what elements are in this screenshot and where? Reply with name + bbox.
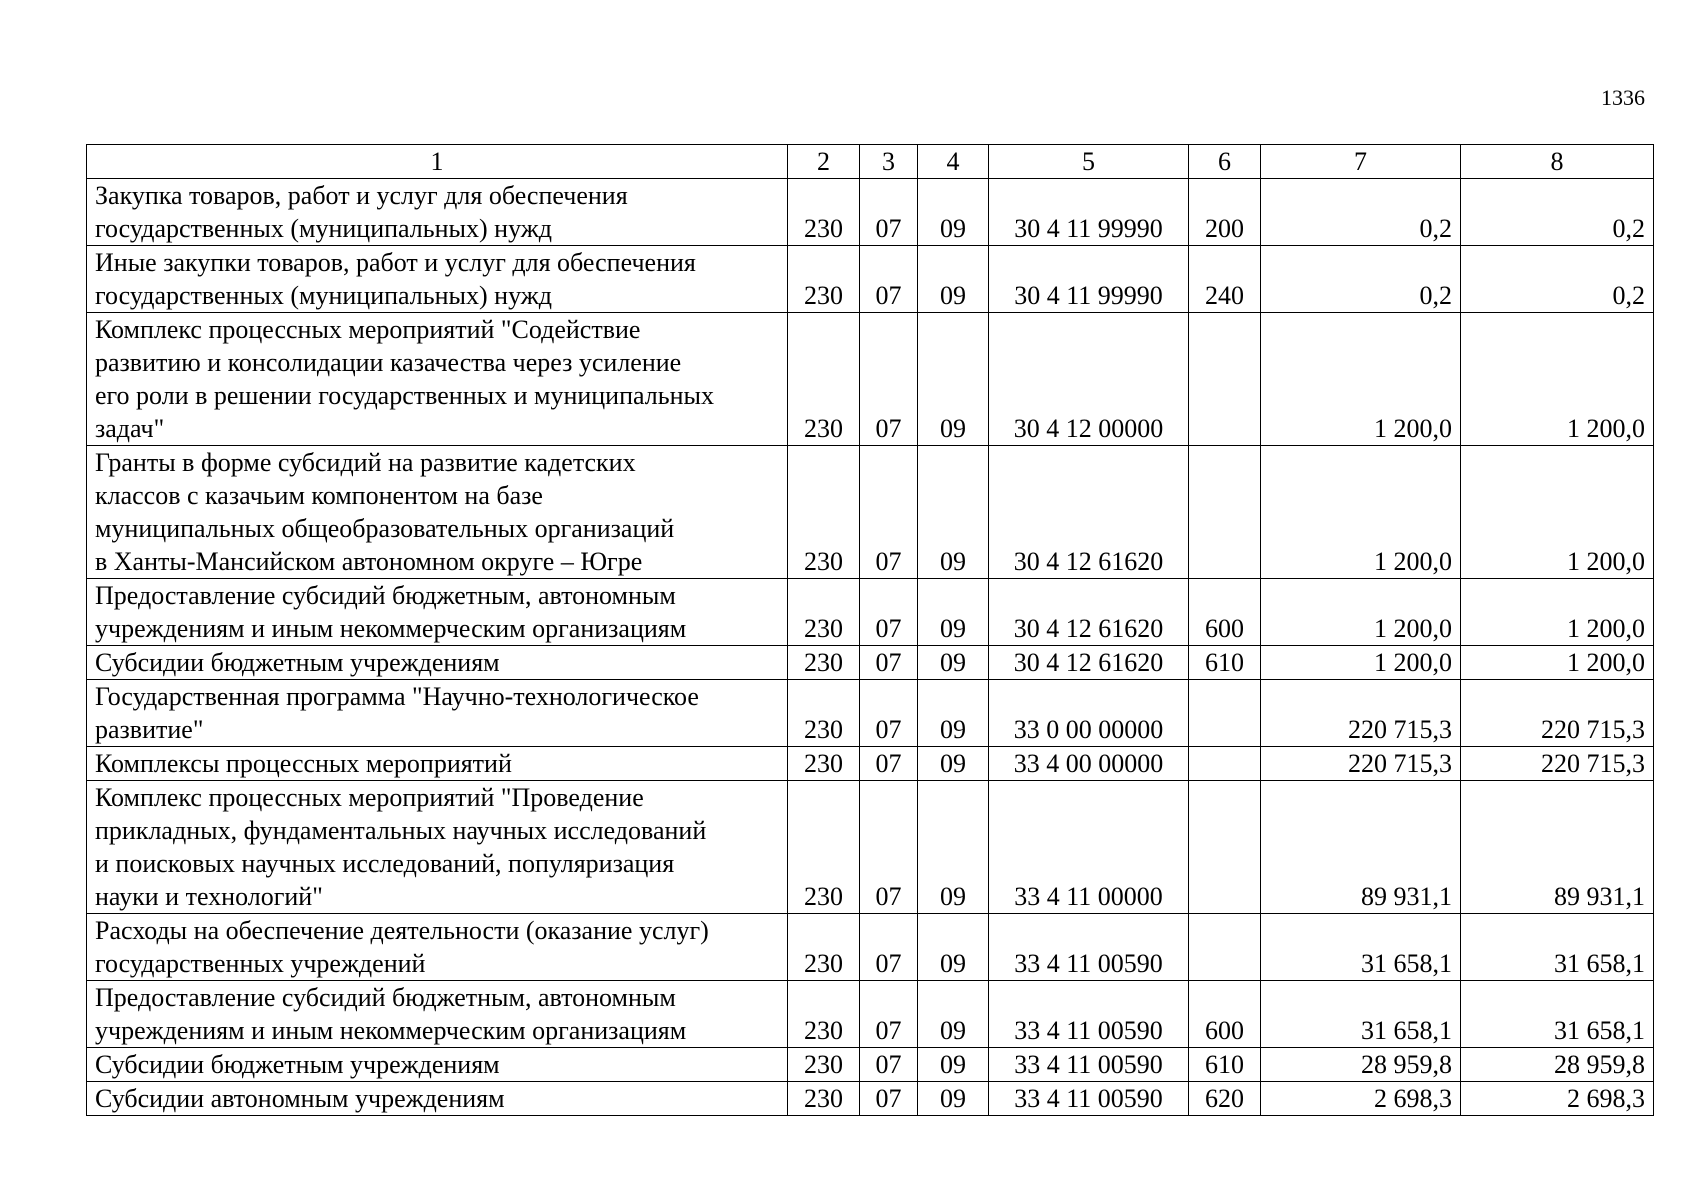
row-ministry-code: 230 [788,179,860,246]
row-name: Комплекс процессных мероприятий "Содействие развитию и консолидации казачества через усиление его роли в решении государственных и муниципальных задач" [87,313,788,446]
row-expense-type [1189,914,1261,981]
row-subsection-code: 09 [918,246,989,313]
row-section-code: 07 [860,179,918,246]
row-expense-type [1189,313,1261,446]
row-subsection-code: 09 [918,747,989,781]
row-ministry-code: 230 [788,1082,860,1116]
row-ministry-code: 230 [788,747,860,781]
row-section-code: 07 [860,646,918,680]
row-section-code: 07 [860,680,918,747]
row-target-article: 33 4 11 00000 [989,781,1189,914]
row-expense-type [1189,446,1261,579]
row-subsection-code: 09 [918,646,989,680]
row-subsection-code: 09 [918,781,989,914]
row-amount-8: 0,2 [1461,179,1654,246]
table-row [87,646,1654,680]
row-ministry-code: 230 [788,981,860,1048]
row-subsection-code: 09 [918,680,989,747]
row-amount-8: 31 658,1 [1461,981,1654,1048]
row-target-article: 30 4 12 00000 [989,313,1189,446]
row-target-article: 30 4 11 99990 [989,179,1189,246]
row-ministry-code: 230 [788,579,860,646]
row-section-code: 07 [860,747,918,781]
row-amount-7: 0,2 [1261,179,1461,246]
table-row [87,1082,1654,1116]
row-amount-7: 1 200,0 [1261,446,1461,579]
table-row [87,579,1654,646]
header-cell-6: 6 [1189,145,1261,179]
row-name: Субсидии бюджетным учреждениям [87,646,788,680]
row-name: Предоставление субсидий бюджетным, автономным учреждениям и иным некоммерческим организациям [87,981,788,1048]
row-section-code: 07 [860,313,918,446]
row-amount-8: 1 200,0 [1461,446,1654,579]
row-expense-type: 600 [1189,981,1261,1048]
table-body [87,179,1654,1116]
row-subsection-code: 09 [918,313,989,446]
row-amount-7: 220 715,3 [1261,680,1461,747]
row-target-article: 30 4 11 99990 [989,246,1189,313]
row-target-article: 30 4 12 61620 [989,579,1189,646]
header-cell-7: 7 [1261,145,1461,179]
row-amount-7: 220 715,3 [1261,747,1461,781]
row-name: Комплекс процессных мероприятий "Проведение прикладных, фундаментальных научных исследований и поисковых научных исследований, популяризация науки и технологий" [87,781,788,914]
row-target-article: 33 4 00 00000 [989,747,1189,781]
header-cell-2: 2 [788,145,860,179]
row-section-code: 07 [860,914,918,981]
row-ministry-code: 230 [788,914,860,981]
row-amount-7: 31 658,1 [1261,981,1461,1048]
row-ministry-code: 230 [788,680,860,747]
row-expense-type: 240 [1189,246,1261,313]
page-number: 1336 [1601,85,1645,110]
row-amount-8: 28 959,8 [1461,1048,1654,1082]
row-subsection-code: 09 [918,981,989,1048]
row-section-code: 07 [860,981,918,1048]
row-amount-8: 0,2 [1461,246,1654,313]
row-target-article: 33 4 11 00590 [989,914,1189,981]
row-expense-type: 610 [1189,646,1261,680]
row-subsection-code: 09 [918,1082,989,1116]
table-row [87,313,1654,446]
table-row [87,1048,1654,1082]
row-amount-8: 1 200,0 [1461,313,1654,446]
row-expense-type: 610 [1189,1048,1261,1082]
row-section-code: 07 [860,579,918,646]
row-expense-type [1189,747,1261,781]
row-target-article: 33 4 11 00590 [989,981,1189,1048]
row-amount-8: 1 200,0 [1461,646,1654,680]
row-amount-8: 31 658,1 [1461,914,1654,981]
row-target-article: 30 4 12 61620 [989,646,1189,680]
row-ministry-code: 230 [788,1048,860,1082]
row-name: Государственная программа "Научно-технологическое развитие" [87,680,788,747]
row-subsection-code: 09 [918,179,989,246]
row-amount-7: 31 658,1 [1261,914,1461,981]
row-expense-type: 200 [1189,179,1261,246]
row-name: Предоставление субсидий бюджетным, автономным учреждениям и иным некоммерческим организациям [87,579,788,646]
row-name: Субсидии автономным учреждениям [87,1082,788,1116]
row-amount-7: 1 200,0 [1261,313,1461,446]
row-amount-7: 1 200,0 [1261,579,1461,646]
row-ministry-code: 230 [788,313,860,446]
row-name: Гранты в форме субсидий на развитие кадетских классов с казачьим компонентом на базе муниципальных общеобразовательных организаций в Ханты-Мансийском автономном округе – Югре [87,446,788,579]
row-amount-8: 220 715,3 [1461,680,1654,747]
row-amount-8: 220 715,3 [1461,747,1654,781]
table-row [87,747,1654,781]
row-ministry-code: 230 [788,646,860,680]
row-target-article: 33 0 00 00000 [989,680,1189,747]
row-subsection-code: 09 [918,914,989,981]
header-cell-3: 3 [860,145,918,179]
row-expense-type [1189,680,1261,747]
table-row [87,680,1654,747]
row-name: Субсидии бюджетным учреждениям [87,1048,788,1082]
row-amount-7: 89 931,1 [1261,781,1461,914]
row-target-article: 33 4 11 00590 [989,1082,1189,1116]
row-amount-7: 1 200,0 [1261,646,1461,680]
row-subsection-code: 09 [918,446,989,579]
header-cell-1: 1 [87,145,788,179]
table-row [87,446,1654,579]
row-section-code: 07 [860,1082,918,1116]
row-ministry-code: 230 [788,781,860,914]
row-amount-7: 28 959,8 [1261,1048,1461,1082]
row-amount-7: 2 698,3 [1261,1082,1461,1116]
table-row [87,914,1654,981]
header-cell-4: 4 [918,145,989,179]
row-name: Комплексы процессных мероприятий [87,747,788,781]
row-target-article: 33 4 11 00590 [989,1048,1189,1082]
row-ministry-code: 230 [788,246,860,313]
row-expense-type: 620 [1189,1082,1261,1116]
table-row [87,781,1654,914]
row-target-article: 30 4 12 61620 [989,446,1189,579]
row-amount-8: 89 931,1 [1461,781,1654,914]
row-section-code: 07 [860,446,918,579]
row-section-code: 07 [860,781,918,914]
row-section-code: 07 [860,246,918,313]
row-expense-type [1189,781,1261,914]
row-amount-8: 1 200,0 [1461,579,1654,646]
row-ministry-code: 230 [788,446,860,579]
row-name: Иные закупки товаров, работ и услуг для обеспечения государственных (муниципальных) нужд [87,246,788,313]
table-row [87,179,1654,246]
header-row [87,145,1654,179]
row-subsection-code: 09 [918,1048,989,1082]
row-section-code: 07 [860,1048,918,1082]
budget-table [86,144,1654,1116]
header-cell-8: 8 [1461,145,1654,179]
row-amount-7: 0,2 [1261,246,1461,313]
row-expense-type: 600 [1189,579,1261,646]
row-name: Расходы на обеспечение деятельности (оказание услуг) государственных учреждений [87,914,788,981]
row-name: Закупка товаров, работ и услуг для обеспечения государственных (муниципальных) нужд [87,179,788,246]
table-row [87,981,1654,1048]
row-amount-8: 2 698,3 [1461,1082,1654,1116]
header-cell-5: 5 [989,145,1189,179]
row-subsection-code: 09 [918,579,989,646]
table-row [87,246,1654,313]
